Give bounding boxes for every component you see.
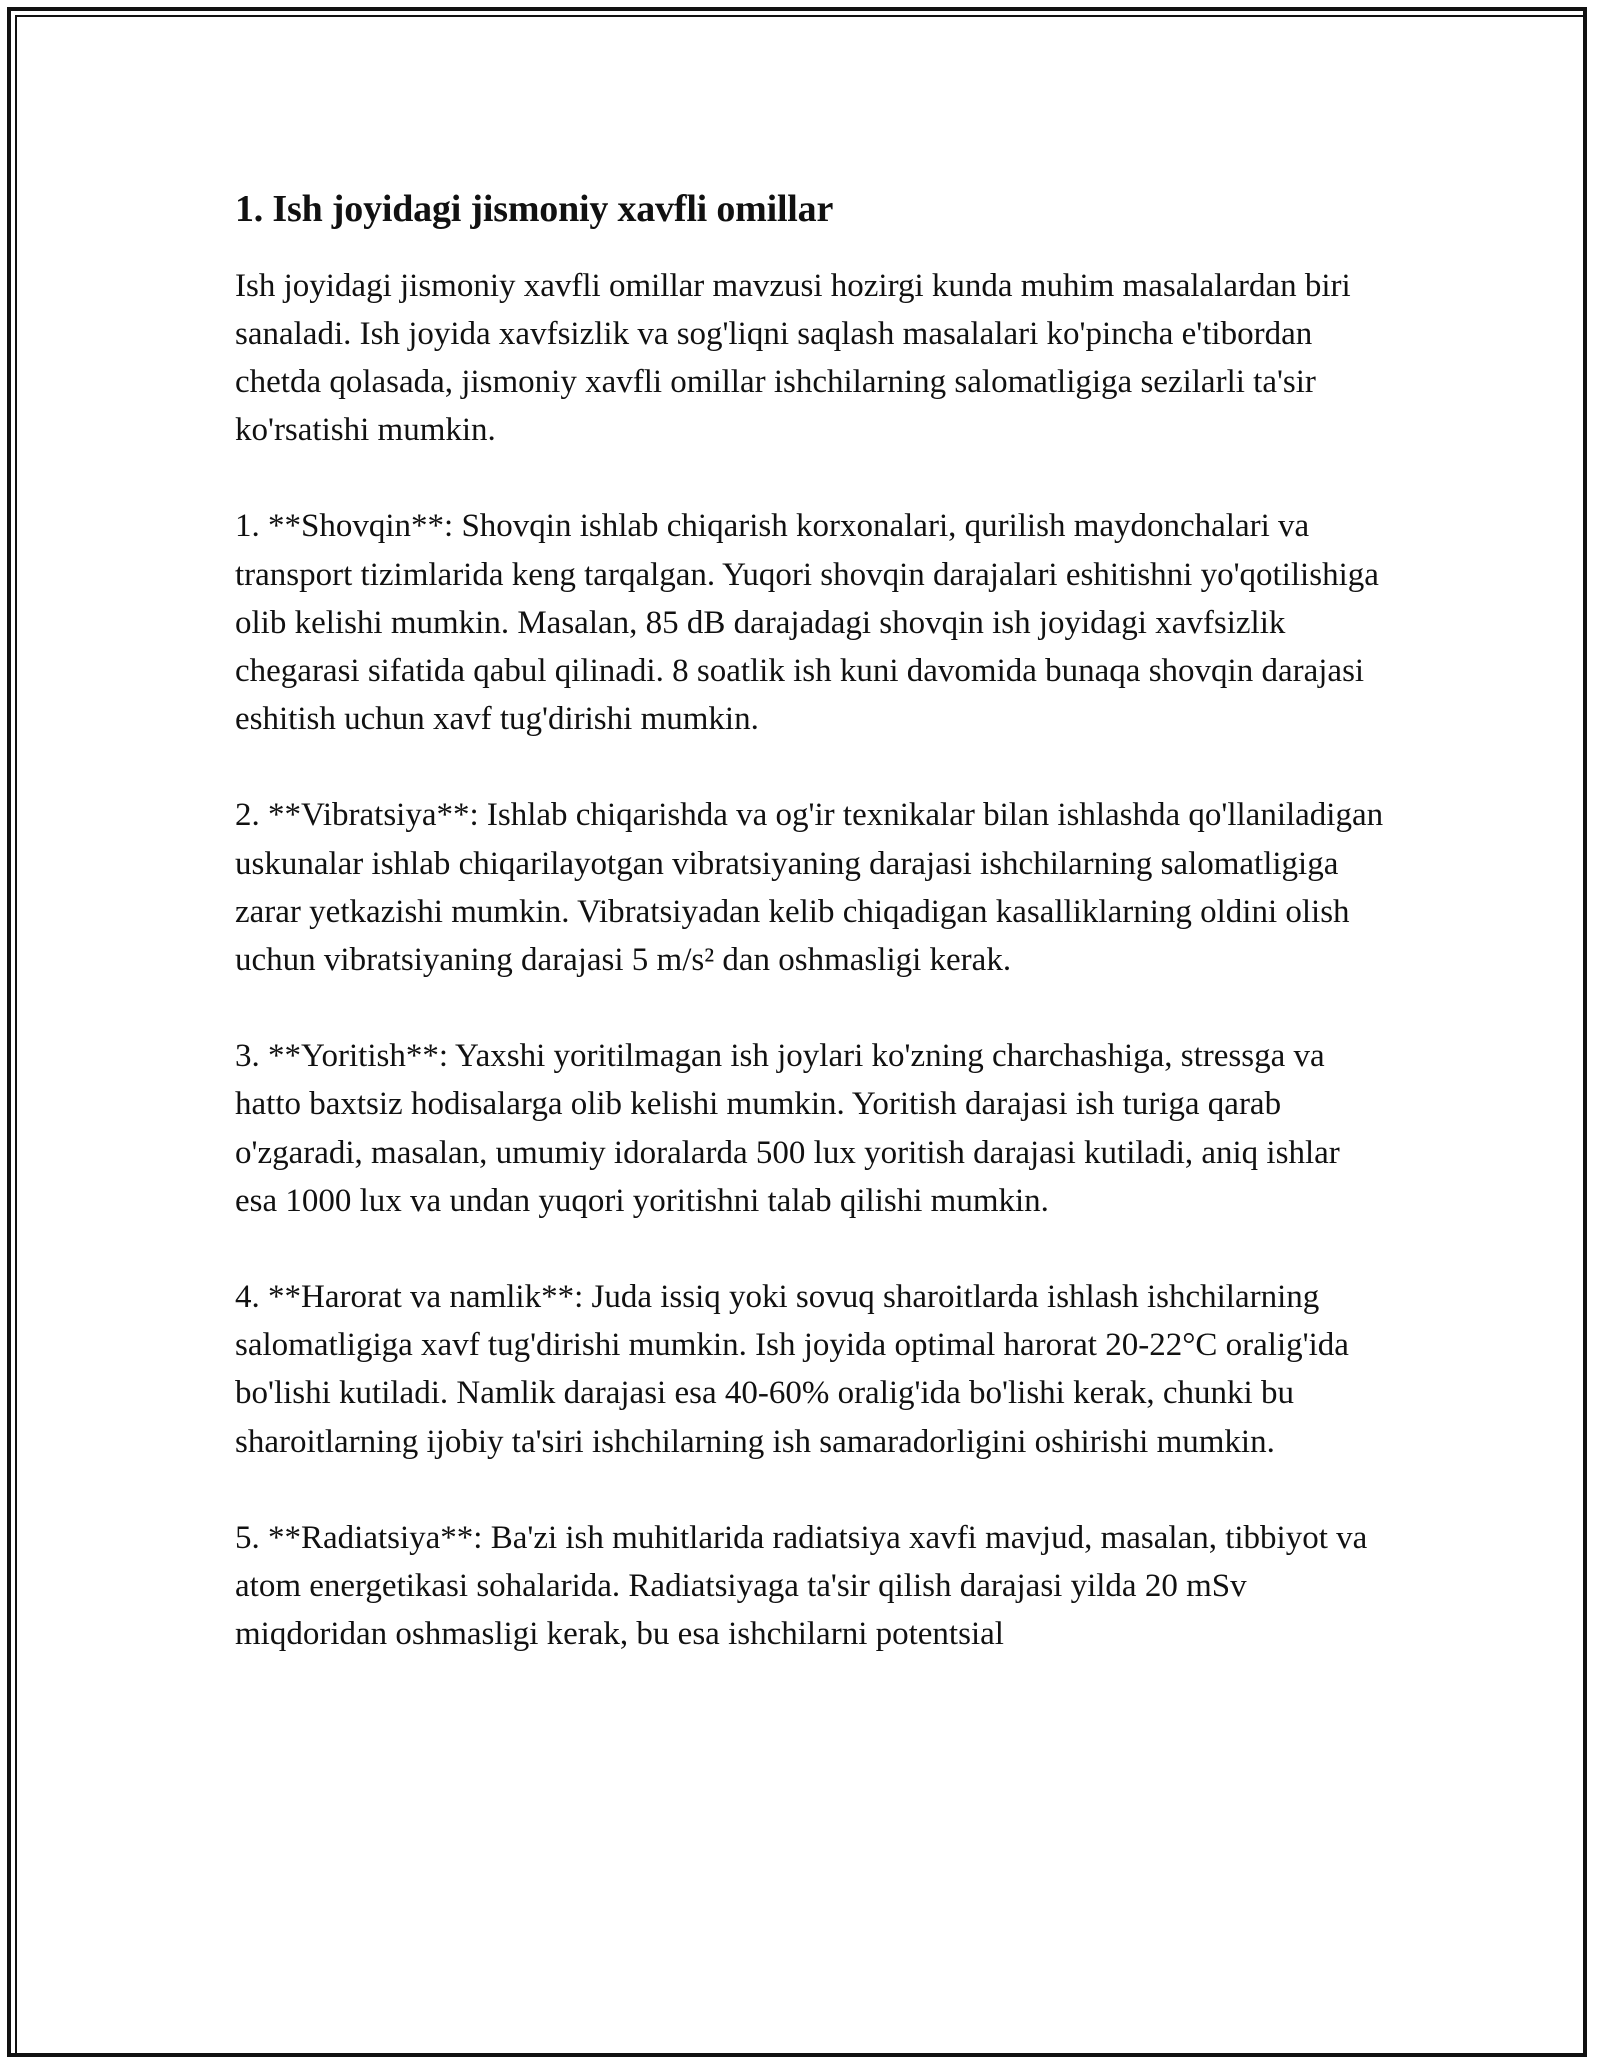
section-heading: 1. Ish joyidagi jismoniy xavfli omillar — [235, 188, 834, 230]
paragraph-temperature-humidity: 4. **Harorat va namlik**: Juda issiq yoki sovuq sharoitlarda ishlash ishchilarning salomatligiga xavf tug'dirishi mumkin. Ish joyida optimal harorat 20-22°C oralig'ida bo'lishi kutiladi. Namlik darajasi esa 40-60% oralig'ida bo'lishi kerak, chunki bu sharoitlarning ijobiy ta'siri ishchilarning ish samaradorligini oshirishi mumkin. — [235, 1278, 1349, 1460]
paragraph-radiation: 5. **Radiatsiya**: Ba'zi ish muhitlarida radiatsiya xavfi mavjud, masalan, tibbiyot va atom energetikasi sohalarida. Radiatsiyaga ta'sir qilish darajasi yilda 20 mSv miqdoridan oshmasligi kerak, bu esa ishchilarni potentsial — [235, 1519, 1368, 1653]
intro-paragraph: Ish joyidagi jismoniy xavfli omillar mavzusi hozirgi kunda muhim masalalardan biri sanaladi. Ish joyida xavfsizlik va sog'liqni saqlash masalalari ko'pincha e'tibordan chetda qolasada, jismoniy xavfli omillar ishchilarning salomatligiga sezilarli ta'sir ko'rsatishi mumkin. — [235, 267, 1351, 449]
paragraph-noise: 1. **Shovqin**: Shovqin ishlab chiqarish korxonalari, qurilish maydonchalari va transport tizimlarida keng tarqalgan. Yuqori shovqin darajalari eshitishni yo'qotilishiga olib kelishi mumkin. Masalan, 85 dB darajadagi shovqin ish joyidagi xavfsizlik chegarasi sifatida qabul qilinadi. 8 soatlik ish kuni davomida bunaqa shovqin darajasi eshitish uchun xavf tug'dirishi mumkin. — [235, 508, 1379, 738]
paragraph-vibration: 2. **Vibratsiya**: Ishlab chiqarishda va og'ir texnikalar bilan ishlashda qo'llaniladigan uskunalar ishlab chiqarilayotgan vibratsiyaning darajasi ishchilarning salomatligiga zarar yetkazishi mumkin. Vibratsiyadan kelib chiqadigan kasalliklarning oldini olish uchun vibratsiyaning darajasi 5 m/s² dan oshmasligi kerak. — [235, 797, 1384, 978]
paragraph-lighting: 3. **Yoritish**: Yaxshi yoritilmagan ish joylari ko'zning charchashiga, stressga va hatto baxtsiz hodisalarga olib kelishi mumkin. Yoritish darajasi ish turiga qarab o'zgaradi, masalan, umumiy idoralarda 500 lux yoritish darajasi kutiladi, aniq ishlar esa 1000 lux va undan yuqori yoritishni talab qilishi mumkin. — [235, 1038, 1340, 1219]
document-body — [235, 186, 1385, 1658]
